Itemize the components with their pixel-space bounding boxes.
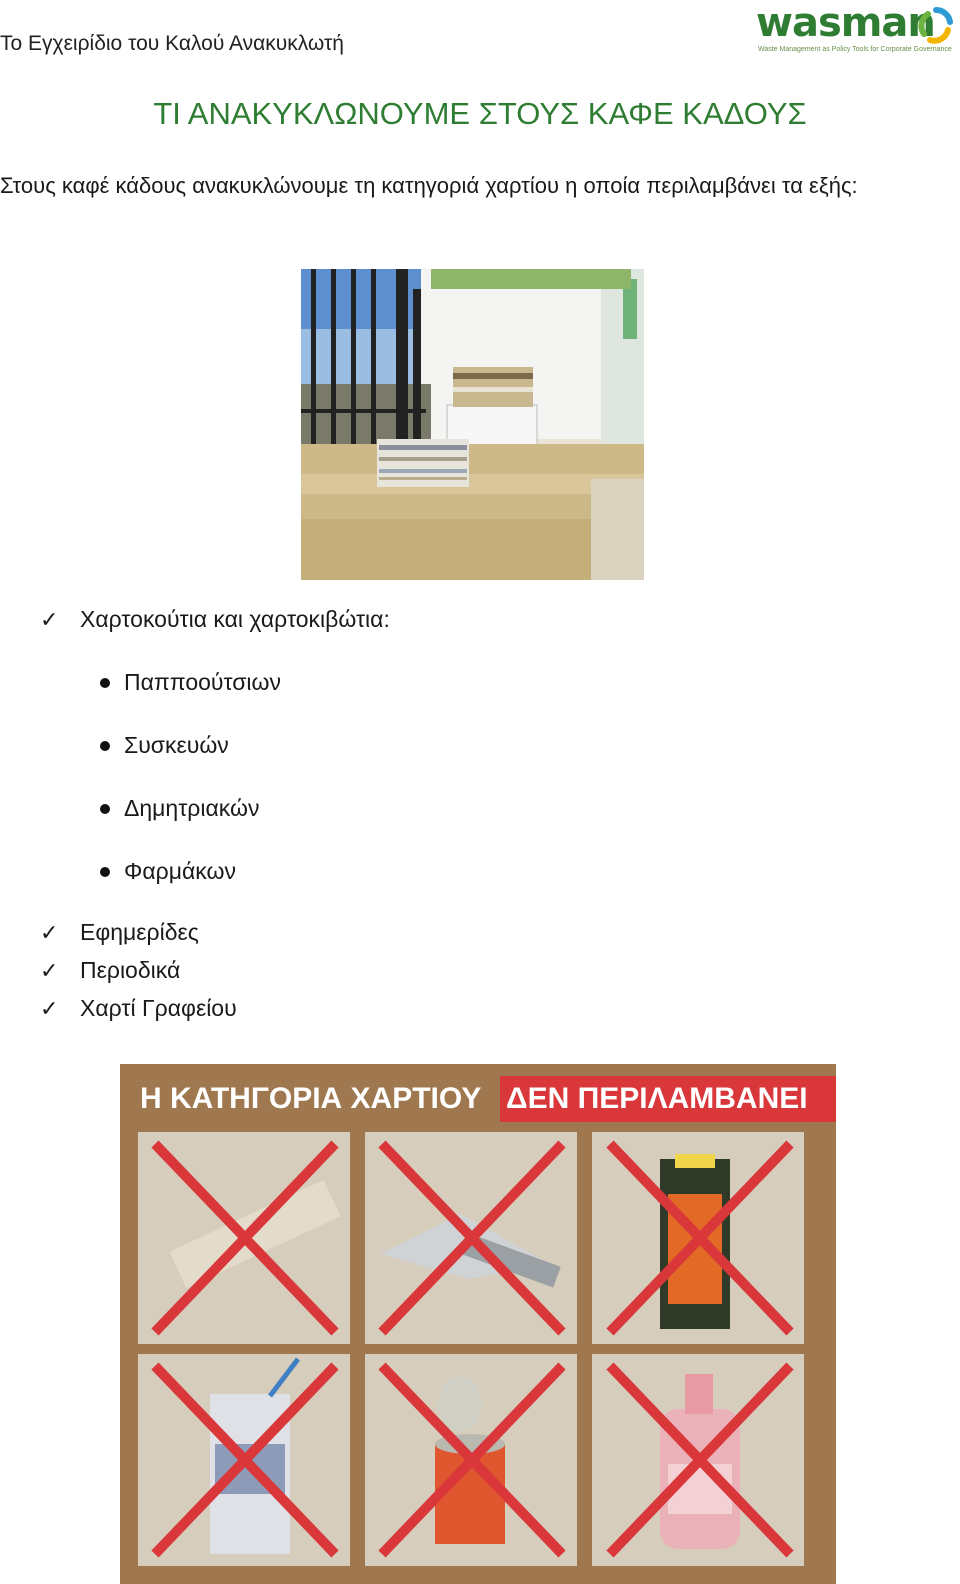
excluded-item-tin-can: [365, 1354, 577, 1566]
list-item-magazines: [40, 957, 180, 984]
sub-list-item: [100, 669, 281, 696]
checkmark-icon: ✓: [40, 995, 59, 1021]
list-item-label: Χαρτί Γραφείου: [80, 995, 237, 1021]
logo-wordmark: wasman: [756, 0, 935, 46]
poster-title-part1: Η ΚΑΤΗΓΟΡΙΑ ΧΑΡΤΙΟΥ: [140, 1082, 482, 1115]
document-header-title: Το Εγχειρίδιο του Καλού Ανακυκλωτή: [0, 32, 344, 55]
excluded-item-juice-carton: [592, 1132, 804, 1344]
sub-list-item: [100, 858, 236, 885]
checkmark-icon: ✓: [40, 919, 59, 945]
checkmark-icon: ✓: [40, 606, 59, 632]
list-item-newspapers: [40, 919, 199, 946]
excluded-item-foil: [365, 1132, 577, 1344]
logo-tagline: Waste Management as Policy Tools for Corporate Governance: [758, 46, 952, 53]
list-item-office-paper: [40, 995, 237, 1022]
bullet-icon: [100, 804, 110, 814]
sub-list-item: [100, 795, 259, 822]
excluded-item-plastic-bottle: [592, 1354, 804, 1566]
sub-list-item-label: Δημητριακών: [124, 795, 260, 821]
excluded-item-wallpaper: [138, 1132, 350, 1344]
excluded-item-drink-carton: [138, 1354, 350, 1566]
paper-recycling-photo: [301, 269, 644, 580]
list-item-cardboard: [40, 606, 390, 633]
sub-list-item-label: Παπποούτσιων: [124, 669, 282, 695]
sub-list-item: [100, 732, 229, 759]
page-title: ΤΙ ΑΝΑΚΥΚΛΩΝΟΥΜΕ ΣΤΟΥΣ ΚΑΦΕ ΚΑΔΟΥΣ: [153, 96, 807, 131]
bullet-icon: [100, 678, 110, 688]
poster-title-part2: ΔΕΝ ΠΕΡΙΛΑΜΒΑΝΕΙ: [506, 1082, 808, 1115]
intro-paragraph: Στους καφέ κάδους ανακυκλώνουμε τη κατηγοριά χαρτίου η οποία περιλαμβάνει τα εξής:: [0, 173, 858, 198]
checkmark-icon: ✓: [40, 957, 59, 983]
sub-list-item-label: Φαρμάκων: [124, 858, 236, 884]
excluded-items-poster: [120, 1064, 836, 1584]
bullet-icon: [100, 867, 110, 877]
wasman-logo: [756, 0, 956, 56]
sub-list-item-label: Συσκευών: [124, 732, 229, 758]
list-item-label: Περιοδικά: [80, 957, 181, 983]
bullet-icon: [100, 741, 110, 751]
list-item-label: Εφημερίδες: [80, 919, 199, 945]
list-item-label: Χαρτοκούτια και χαρτοκιβώτια:: [80, 606, 390, 632]
logo-mark-icon: [918, 6, 954, 46]
